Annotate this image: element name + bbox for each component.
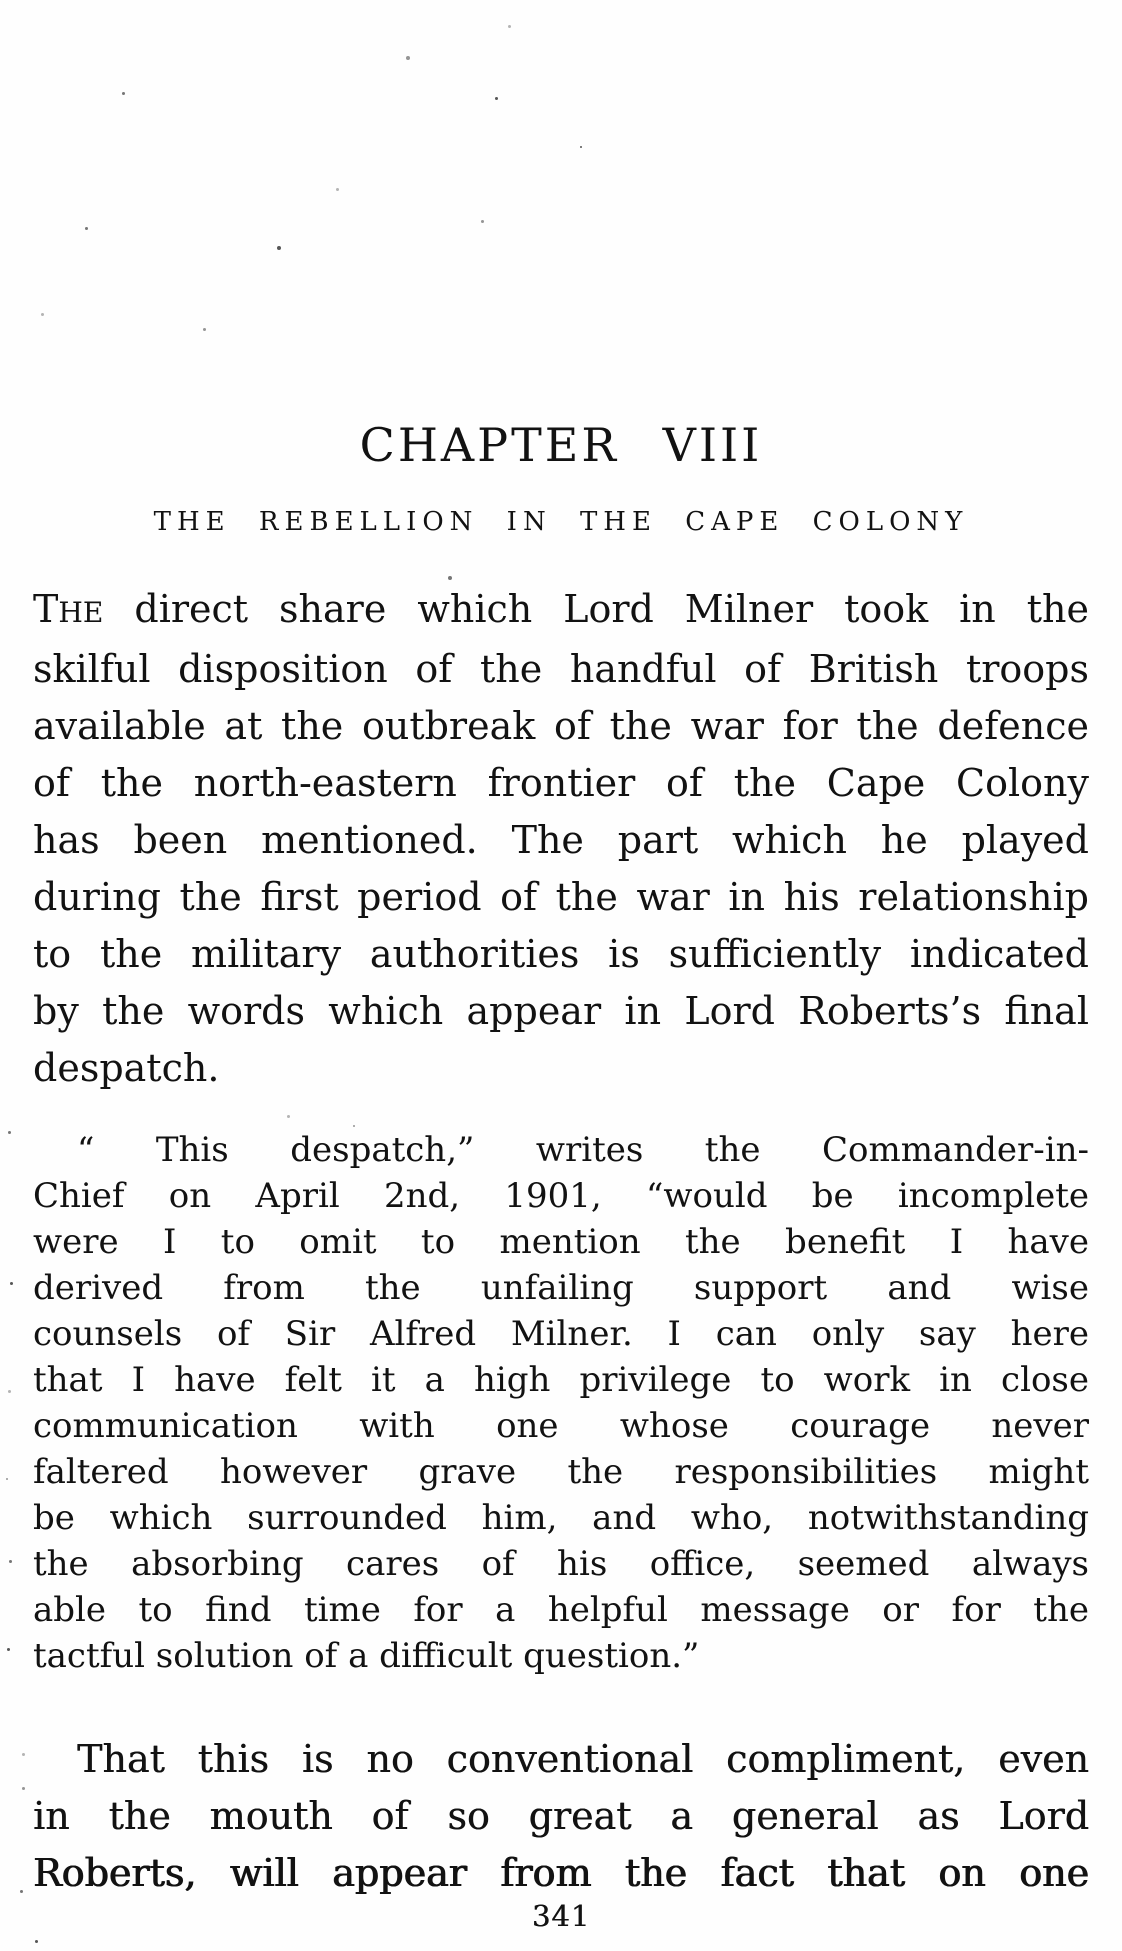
scan-speck [8,1131,11,1134]
text-line: that I have felt it a high privilege to work in close [33,1360,1089,1400]
page-number: 341 [531,1899,591,1933]
scan-speck [9,1560,12,1563]
paragraph-opening [33,581,1089,1097]
chapter-heading: CHAPTER VIII [359,418,763,472]
scan-speck [6,1478,8,1480]
text-line: THE direct share which Lord Milner took in the [33,587,1089,631]
text-line: derived from the unfailing support and wise [33,1268,1089,1308]
paragraph-roberts-quotation [33,1127,1089,1679]
text-line: “ This despatch,” writes the Commander-in- [77,1130,1089,1170]
text-line: of the north-eastern frontier of the Cape Colony [33,761,1089,805]
text-line: able to find time for a helpful message or for the [33,1590,1089,1630]
scan-speck [495,97,498,100]
text-line: were I to omit to mention the benefit I have [33,1222,1089,1262]
text-line: communication with one whose courage never [33,1406,1089,1446]
text-line: faltered however grave the responsibilities might [33,1452,1089,1492]
text-line: tactful solution of a difficult question.” [33,1636,700,1676]
scan-speck [122,92,125,95]
scan-speck [203,328,206,331]
text-line: by the words which appear in Lord Roberts’s final [33,989,1089,1033]
lead-smallcaps: HE [58,596,104,629]
scan-speck [508,25,511,28]
text-line: counsels of Sir Alfred Milner. I can only say here [33,1314,1089,1354]
paragraph-closing [33,1731,1089,1902]
text-line: the absorbing cares of his office, seemed always [33,1544,1089,1584]
text-line: available at the outbreak of the war for the defence [33,704,1089,748]
scan-speck [22,1787,25,1790]
text-line: despatch. [33,1046,220,1090]
lead-cap: T [33,587,59,631]
scan-speck [7,1648,10,1651]
text-line: skilful disposition of the handful of British troops [33,647,1089,691]
scan-speck [580,146,582,148]
scan-speck [277,246,281,250]
text-line: be which surrounded him, and who, notwithstanding [33,1498,1089,1538]
text-line: Roberts, will appear from the fact that on one [33,1851,1089,1895]
section-heading: THE REBELLION IN THE CAPE COLONY [153,507,969,537]
scan-speck [8,1390,11,1393]
scan-speck [336,188,339,191]
scan-speck [448,576,452,580]
scan-speck [406,56,410,60]
scan-speck [10,1282,13,1285]
text-line: during the first period of the war in his relationship [33,875,1089,919]
text-line: has been mentioned. The part which he played [33,818,1089,862]
scan-speck [20,1890,23,1893]
text-line: to the military authorities is sufficiently indicated [33,932,1089,976]
text-line: That this is no conventional compliment, even [77,1737,1089,1781]
text-line: Chief on April 2nd, 1901, “would be incomplete [33,1176,1089,1216]
scan-speck [35,1940,38,1943]
scan-speck [41,313,44,316]
text-line: in the mouth of so great a general as Lord [33,1794,1089,1838]
scan-speck [22,1753,25,1756]
scan-speck [481,220,484,223]
scan-speck [85,227,88,230]
scan-speck [287,1115,290,1118]
